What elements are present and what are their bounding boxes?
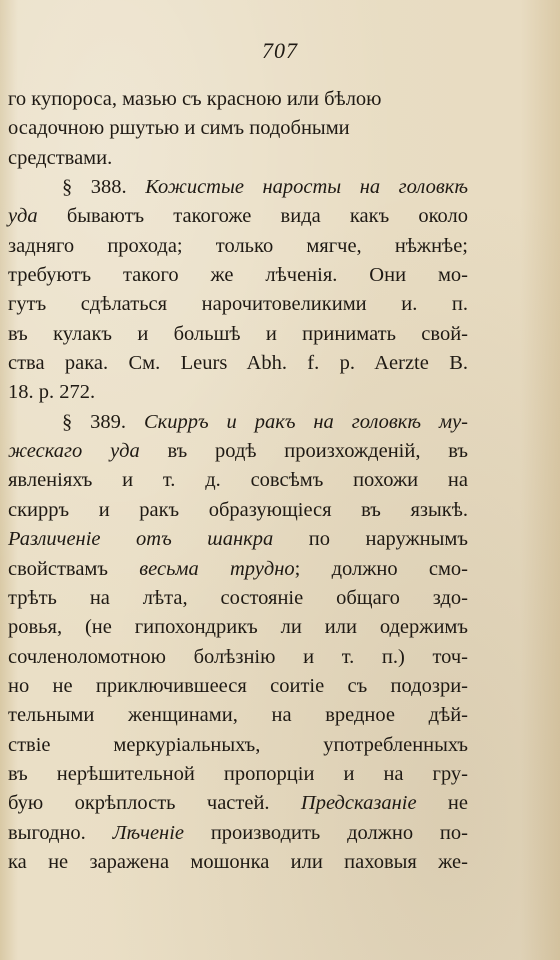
text-span: го купороса, мазью съ красною или бѣлою bbox=[8, 88, 382, 110]
text-span: 18. p. 272. bbox=[8, 381, 96, 404]
text-span: задняго прохода; только мягче, нѣжнѣе; bbox=[8, 234, 468, 257]
text-line bbox=[8, 437, 468, 466]
body-text bbox=[8, 85, 468, 877]
text-span: выгодно. bbox=[8, 821, 113, 844]
text-span: скирръ и ракъ образующіеся въ языкѣ. bbox=[8, 498, 468, 521]
text-line bbox=[8, 701, 468, 730]
text-line bbox=[8, 672, 468, 701]
text-line bbox=[8, 731, 468, 760]
text-span: средствами. bbox=[8, 146, 113, 169]
text-span: производить должно по- bbox=[184, 821, 468, 844]
section-title: Скирръ и ракъ на головкѣ му- bbox=[143, 410, 469, 433]
text-line bbox=[8, 144, 468, 173]
text-span: гутъ сдѣлаться нарочитовеликими и. п. bbox=[8, 293, 468, 316]
text-line bbox=[8, 261, 468, 290]
emphasis-text: весьма трудно bbox=[139, 557, 295, 580]
text-line bbox=[8, 760, 468, 789]
text-span: требуютъ такого же лѣченія. Они мо- bbox=[8, 264, 468, 287]
text-span: бываютъ такогоже вида какъ около bbox=[37, 205, 468, 228]
text-line bbox=[8, 584, 468, 613]
emphasis-text: Предсказаніе bbox=[300, 792, 417, 815]
text-line bbox=[8, 613, 468, 642]
text-line bbox=[8, 525, 468, 554]
text-span: сочленоломотною болѣзнію и т. п.) точ- bbox=[8, 645, 468, 668]
text-span: осадочною ршутью и симъ подобными bbox=[8, 117, 350, 140]
emphasis-text: Различеніе отъ шанкра bbox=[8, 528, 274, 551]
text-span: ровья, (не гипохондрикъ ли или одержимъ bbox=[8, 616, 468, 639]
section-number: § 389. bbox=[62, 410, 144, 433]
text-line bbox=[8, 819, 468, 848]
text-line bbox=[8, 349, 468, 378]
text-line bbox=[8, 848, 468, 877]
emphasis-text: уда bbox=[8, 205, 38, 228]
text-line bbox=[8, 378, 468, 407]
text-span: тельными женщинами, на вредное дѣй- bbox=[8, 704, 468, 727]
section-heading-388 bbox=[8, 173, 468, 202]
text-span: свойствамъ bbox=[8, 557, 140, 580]
text-line bbox=[8, 232, 468, 261]
text-span: ка не заражена мошонка или паховыя же- bbox=[8, 850, 468, 873]
text-span: но не приключившееся соитіе съ подозри- bbox=[8, 674, 468, 697]
text-span: въ родѣ произхожденій, въ bbox=[139, 440, 468, 463]
text-line bbox=[8, 202, 468, 231]
page-number: 707 bbox=[262, 38, 298, 63]
section-number: § 388. bbox=[62, 176, 146, 199]
text-line bbox=[8, 496, 468, 525]
text-line bbox=[8, 85, 468, 114]
emphasis-text: Лѣченіе bbox=[112, 821, 185, 844]
text-span: ; должно смо- bbox=[294, 557, 469, 580]
emphasis-text: жескаго уда bbox=[8, 440, 140, 463]
text-span: трѣть на лѣта, состояніе общаго здо- bbox=[8, 586, 468, 609]
text-line bbox=[8, 320, 468, 349]
text-span: явленіяхъ и т. д. совсѣмъ похожи на bbox=[8, 469, 468, 492]
text-line bbox=[8, 643, 468, 672]
text-span: не bbox=[416, 792, 468, 815]
text-span: въ нерѣшительной пропорціи и на гру- bbox=[8, 762, 468, 785]
text-span: по наружнымъ bbox=[273, 528, 468, 551]
text-line bbox=[8, 789, 468, 818]
text-line bbox=[8, 555, 468, 584]
text-span: ства рака. См. Leurs Abh. f. p. Aerzte B. bbox=[8, 352, 468, 375]
text-span: въ кулакъ и большѣ и принимать свой- bbox=[8, 322, 468, 345]
text-span: ствіе меркуріальныхъ, употребленныхъ bbox=[8, 733, 468, 756]
text-line bbox=[8, 466, 468, 495]
text-span: бую окрѣплость частей. bbox=[8, 792, 301, 815]
text-line bbox=[8, 290, 468, 319]
section-title: Кожистые наросты на головкѣ bbox=[145, 176, 469, 199]
text-line bbox=[8, 114, 468, 143]
section-heading-389 bbox=[8, 408, 468, 437]
